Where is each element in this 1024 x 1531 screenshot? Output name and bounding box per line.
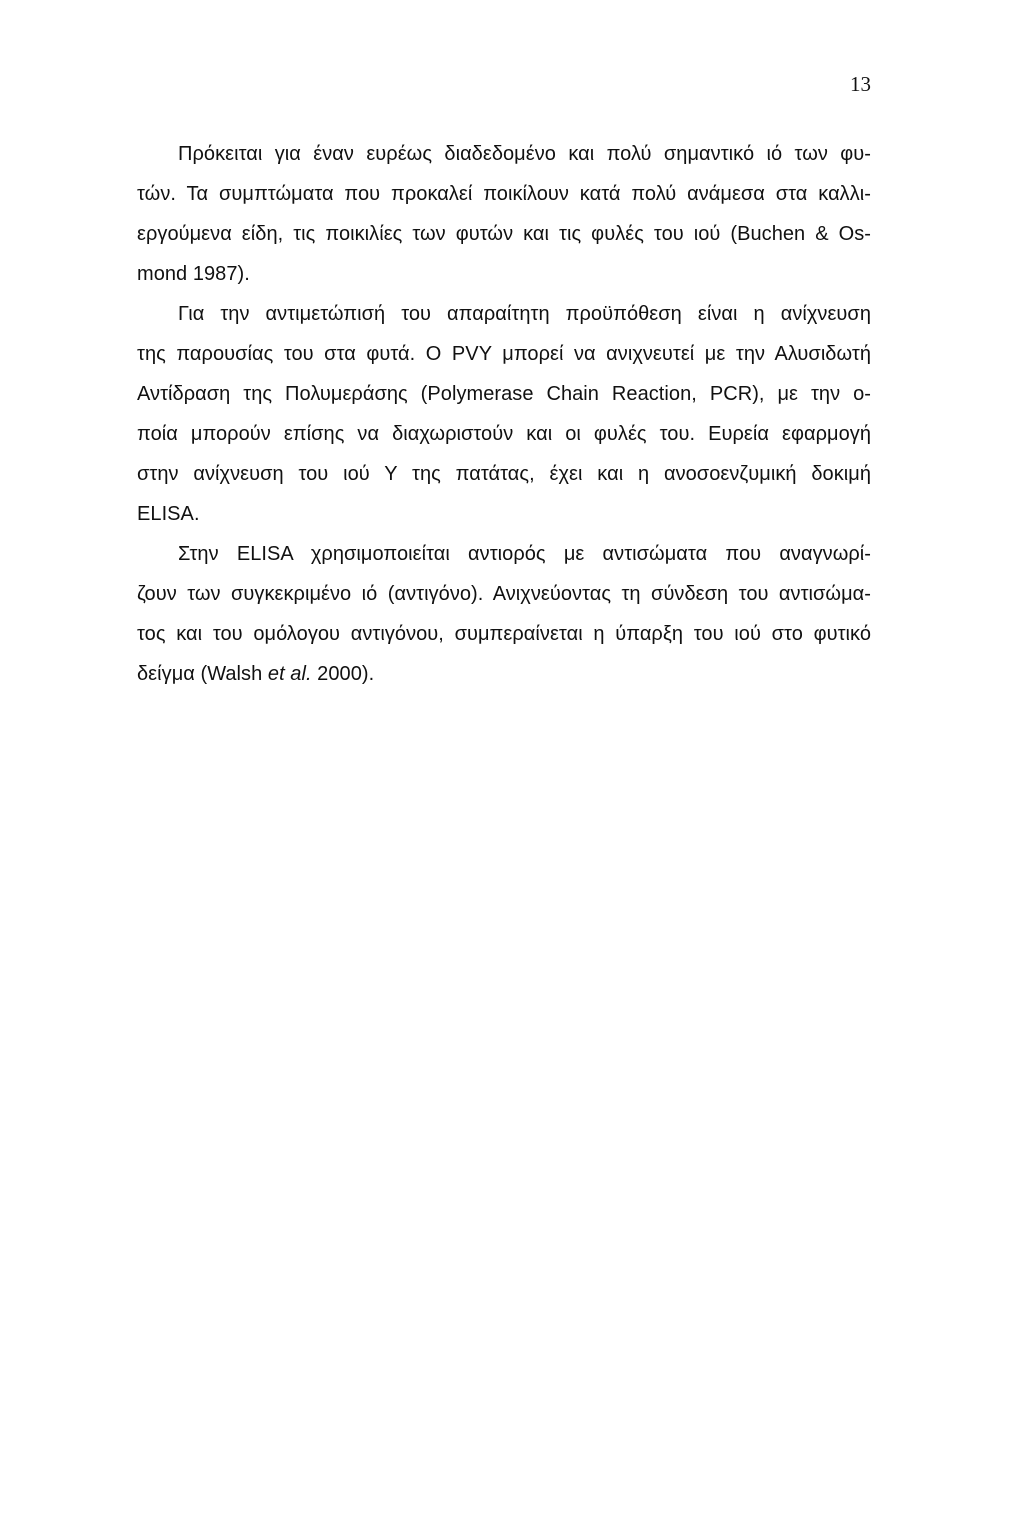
paragraph-1-line-4: mond 1987). [137, 263, 250, 285]
paragraph-1-line-3: εργούμενα είδη, τις ποικιλίες των φυτών και τις φυλές του ιού (Buchen & Os- [137, 223, 871, 245]
paragraph-3-line-1: Στην ELISA χρησιμοποιείται αντιορός με αντισώματα που αναγνωρί- [178, 543, 871, 565]
page-number: 13 [850, 72, 871, 96]
citation-et-al: et al. [267, 663, 312, 685]
paragraph-2-line-4: ποία μπορούν επίσης να διαχωριστούν και οι φυλές του. Ευρεία εφαρμογή [137, 423, 871, 445]
paragraph-2-line-1: Για την αντιμετώπισή του απαραίτητη προϋπόθεση είναι η ανίχνευση [178, 303, 871, 325]
paragraph-2-line-5: στην ανίχνευση του ιού Υ της πατάτας, έχει και η ανοσοενζυμική δοκιμή [137, 463, 871, 485]
paragraph-3 [137, 534, 871, 694]
citation-prefix: δείγμα (Walsh [137, 663, 268, 685]
document-body [137, 134, 871, 694]
paragraph-2 [137, 294, 871, 534]
paragraph-2-line-3: Αντίδραση της Πολυμεράσης (Polymerase Chain Reaction, PCR), με την ο- [137, 383, 871, 405]
paragraph-1 [137, 134, 871, 294]
paragraph-2-line-6: ELISA. [137, 503, 200, 525]
paragraph-3-line-2: ζουν των συγκεκριμένο ιό (αντιγόνο). Ανιχνεύοντας τη σύνδεση του αντισώμα- [137, 583, 871, 605]
paragraph-1-line-2: τών. Τα συμπτώματα που προκαλεί ποικίλουν κατά πολύ ανάμεσα στα καλλι- [137, 183, 871, 205]
paragraph-2-line-2: της παρουσίας του στα φυτά. Ο PVY μπορεί να ανιχνευτεί με την Αλυσιδωτή [137, 343, 871, 365]
paragraph-3-line-4 [137, 654, 871, 694]
citation-suffix: 2000). [311, 663, 375, 685]
paragraph-3-line-3: τος και του ομόλογου αντιγόνου, συμπεραίνεται η ύπαρξη του ιού στο φυτικό [137, 623, 871, 645]
paragraph-1-line-1: Πρόκειται για έναν ευρέως διαδεδομένο και πολύ σημαντικό ιό των φυ- [178, 143, 871, 165]
